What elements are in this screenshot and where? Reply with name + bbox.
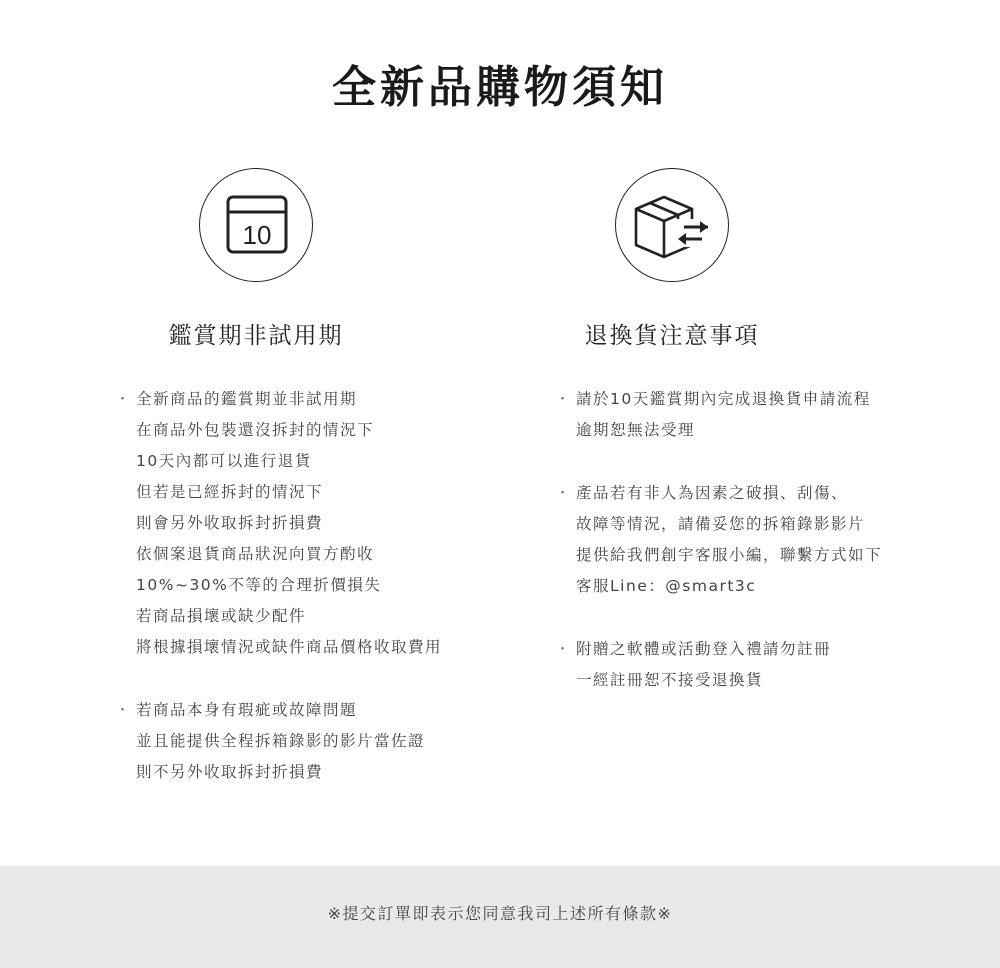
bullet-group xyxy=(116,695,442,788)
bullet-group xyxy=(556,634,882,696)
list-line: 一經註冊恕不接受退換貨 xyxy=(576,671,764,689)
return-exchange-section xyxy=(452,168,892,689)
appreciation-period-heading: 鑑賞期非試用期 xyxy=(168,323,344,349)
appreciation-period-list xyxy=(116,384,442,820)
calendar-icon-circle xyxy=(199,168,313,282)
list-line: 並且能提供全程拆箱錄影的影片當佐證 xyxy=(136,732,426,750)
bullet-group xyxy=(556,384,882,446)
return-exchange-list xyxy=(556,384,882,728)
list-line: 10天內都可以進行退貨 xyxy=(136,452,312,470)
appreciation-period-section xyxy=(36,168,476,781)
box-exchange-icon xyxy=(616,169,730,283)
bullet-marker: ・ xyxy=(116,392,130,407)
list-line: 客服Line：@smart3c xyxy=(576,577,757,595)
list-line: 10%~30%不等的合理折價損失 xyxy=(136,576,382,594)
list-line: 提供給我們創宇客服小編，聯繫方式如下 xyxy=(576,546,883,564)
list-line: 若商品損壞或缺少配件 xyxy=(136,607,307,625)
calendar-icon xyxy=(200,169,314,283)
list-line: 產品若有非人為因素之破損、刮傷、 xyxy=(576,484,849,502)
footer-bar xyxy=(0,866,1000,968)
bullet-group xyxy=(116,384,442,663)
bullet-marker: ・ xyxy=(116,703,130,718)
box-exchange-icon-circle xyxy=(615,168,729,282)
page-title: 全新品購物須知 xyxy=(332,62,668,113)
list-line: 但若是已經拆封的情況下 xyxy=(136,483,324,501)
calendar-day-number: 10 xyxy=(242,220,272,250)
bullet-group xyxy=(556,478,882,602)
list-line: 故障等情況，請備妥您的拆箱錄影影片 xyxy=(576,515,866,533)
bullet-marker: ・ xyxy=(556,486,570,501)
terms-agreement-notice: ※提交訂單即表示您同意我司上述所有條款※ xyxy=(327,904,673,923)
list-line: 附贈之軟體或活動登入禮請勿註冊 xyxy=(576,640,832,658)
list-line: 則會另外收取拆封折損費 xyxy=(136,514,324,532)
list-line: 將根據損壞情況或缺件商品價格收取費用 xyxy=(136,638,443,656)
return-exchange-heading: 退換貨注意事項 xyxy=(584,323,760,349)
list-line: 依個案退貨商品狀況向買方酌收 xyxy=(136,545,375,563)
list-line: 全新商品的鑑賞期並非試用期 xyxy=(136,390,358,408)
bullet-marker: ・ xyxy=(556,392,570,407)
list-line: 若商品本身有瑕疵或故障問題 xyxy=(136,701,358,719)
list-line: 逾期恕無法受理 xyxy=(576,421,696,439)
list-line: 則不另外收取拆封折損費 xyxy=(136,763,324,781)
bullet-marker: ・ xyxy=(556,642,570,657)
list-line: 在商品外包裝還沒拆封的情況下 xyxy=(136,421,375,439)
list-line: 請於10天鑑賞期內完成退換貨申請流程 xyxy=(576,390,871,408)
